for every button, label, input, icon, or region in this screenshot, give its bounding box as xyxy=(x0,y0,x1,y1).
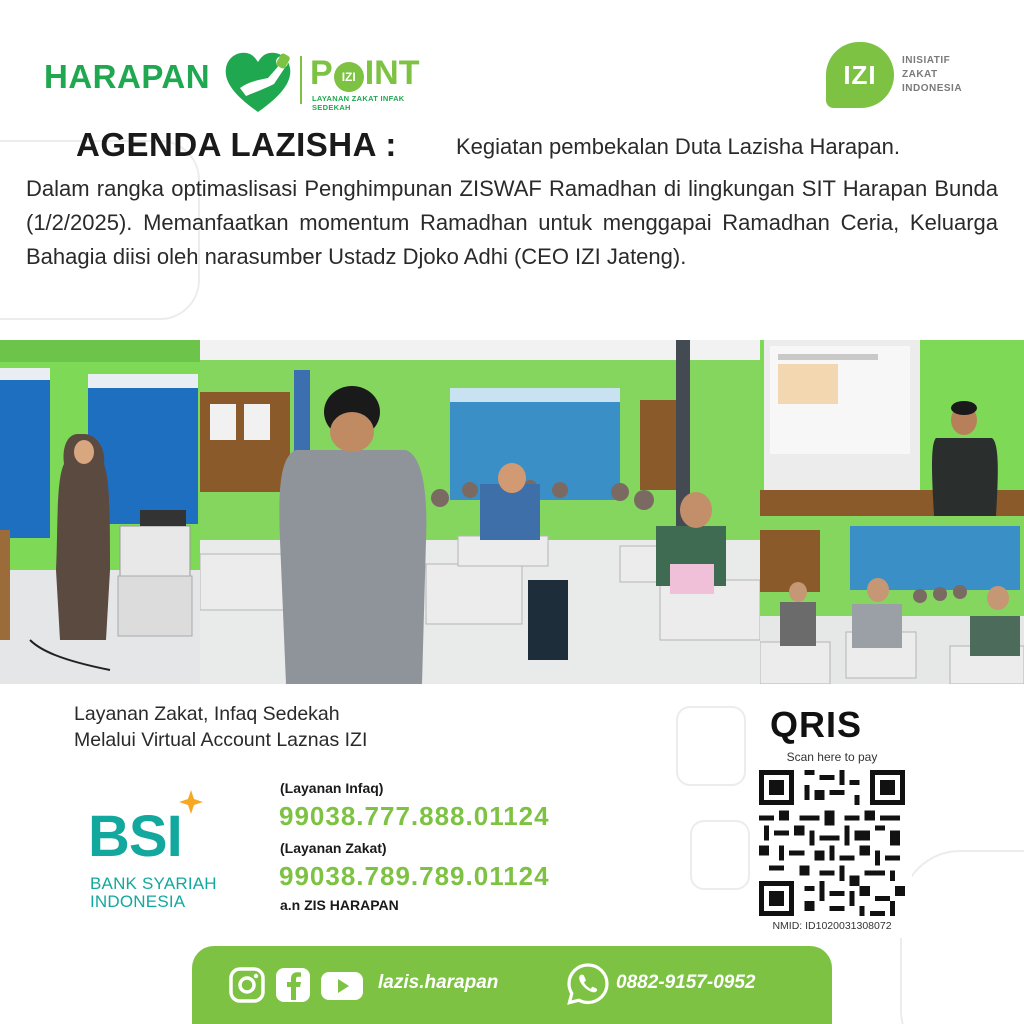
info-line-2: Melalui Virtual Account Laznas IZI xyxy=(74,729,368,751)
izi-line: INDONESIA xyxy=(902,83,963,94)
bsi-logo xyxy=(88,795,248,915)
bsi-name-line: BANK SYARIAH xyxy=(90,874,217,893)
social-handle[interactable]: lazis.harapan xyxy=(378,972,499,993)
izi-line: ZAKAT xyxy=(902,69,938,80)
brand-harapan-text: HARAPAN xyxy=(44,58,211,95)
agenda-title: AGENDA LAZISHA : xyxy=(76,126,397,163)
izi-name xyxy=(902,54,962,96)
izi-line: INISIATIF xyxy=(902,55,951,66)
bsi-mark: BSI xyxy=(88,804,182,869)
infaq-account-number[interactable]: 99038.777.888.01124 xyxy=(279,801,550,831)
qris-scan-text: Scan here to pay xyxy=(786,750,878,764)
account-holder-name: a.n ZIS HARAPAN xyxy=(280,897,399,913)
facebook-icon[interactable] xyxy=(274,966,312,1004)
youtube-icon[interactable] xyxy=(320,966,364,1004)
photo-presenter-projector xyxy=(760,340,1024,516)
brand-divider xyxy=(300,56,302,104)
photo-speaker-woman xyxy=(0,340,200,684)
izi-chat-icon: IZI xyxy=(826,42,894,108)
qris-panel xyxy=(752,694,912,938)
photo-classroom-audience xyxy=(200,340,760,684)
background-decor xyxy=(900,850,1024,1024)
footer-contact-bar xyxy=(192,946,832,1024)
point-letters: INT xyxy=(364,54,420,92)
instagram-icon[interactable] xyxy=(228,966,266,1004)
bsi-star-icon xyxy=(178,789,204,815)
background-decor xyxy=(690,820,750,890)
bsi-name-line: INDONESIA xyxy=(90,892,186,911)
agenda-description: Dalam rangka optimaslisasi Penghimpunan ZISWAF Ramadhan di lingkungan SIT Harapan Bunda (1/2/2025). Memanfaatkan momentum Ramadhan untuk menggapai Ramadhan Ceria, Keluarga Bahagia diisi oleh narasumber Ustadz Djoko Adhi (CEO IZI Jateng). xyxy=(26,176,998,269)
qris-logo: QRIS xyxy=(770,704,863,745)
qr-code[interactable] xyxy=(759,770,905,916)
harapan-point-logo xyxy=(44,48,444,118)
infaq-label: (Layanan Infaq) xyxy=(280,780,384,796)
info-line-1: Layanan Zakat, Infaq Sedekah xyxy=(74,703,340,725)
qris-nmid: NMID: ID1020031308072 xyxy=(772,920,892,932)
zakat-label: (Layanan Zakat) xyxy=(280,840,387,856)
zakat-account-number[interactable]: 99038.789.789.01124 xyxy=(279,861,550,891)
izi-logo xyxy=(826,42,1006,112)
bsi-name xyxy=(90,875,217,911)
brand-point-text xyxy=(310,54,419,93)
brand-tagline: LAYANAN ZAKAT INFAK SEDEKAH xyxy=(312,94,405,112)
heart-hand-icon xyxy=(222,48,294,116)
agenda-subtitle: Kegiatan pembekalan Duta Lazisha Harapan. xyxy=(456,134,900,159)
photo-participants-seated xyxy=(760,516,1024,684)
background-decor xyxy=(676,706,746,786)
whatsapp-icon[interactable] xyxy=(566,962,610,1006)
izi-badge: IZI xyxy=(334,62,364,92)
point-letter: P xyxy=(310,54,333,92)
whatsapp-number[interactable]: 0882-9157-0952 xyxy=(616,972,756,993)
photo-collage xyxy=(0,340,1024,684)
